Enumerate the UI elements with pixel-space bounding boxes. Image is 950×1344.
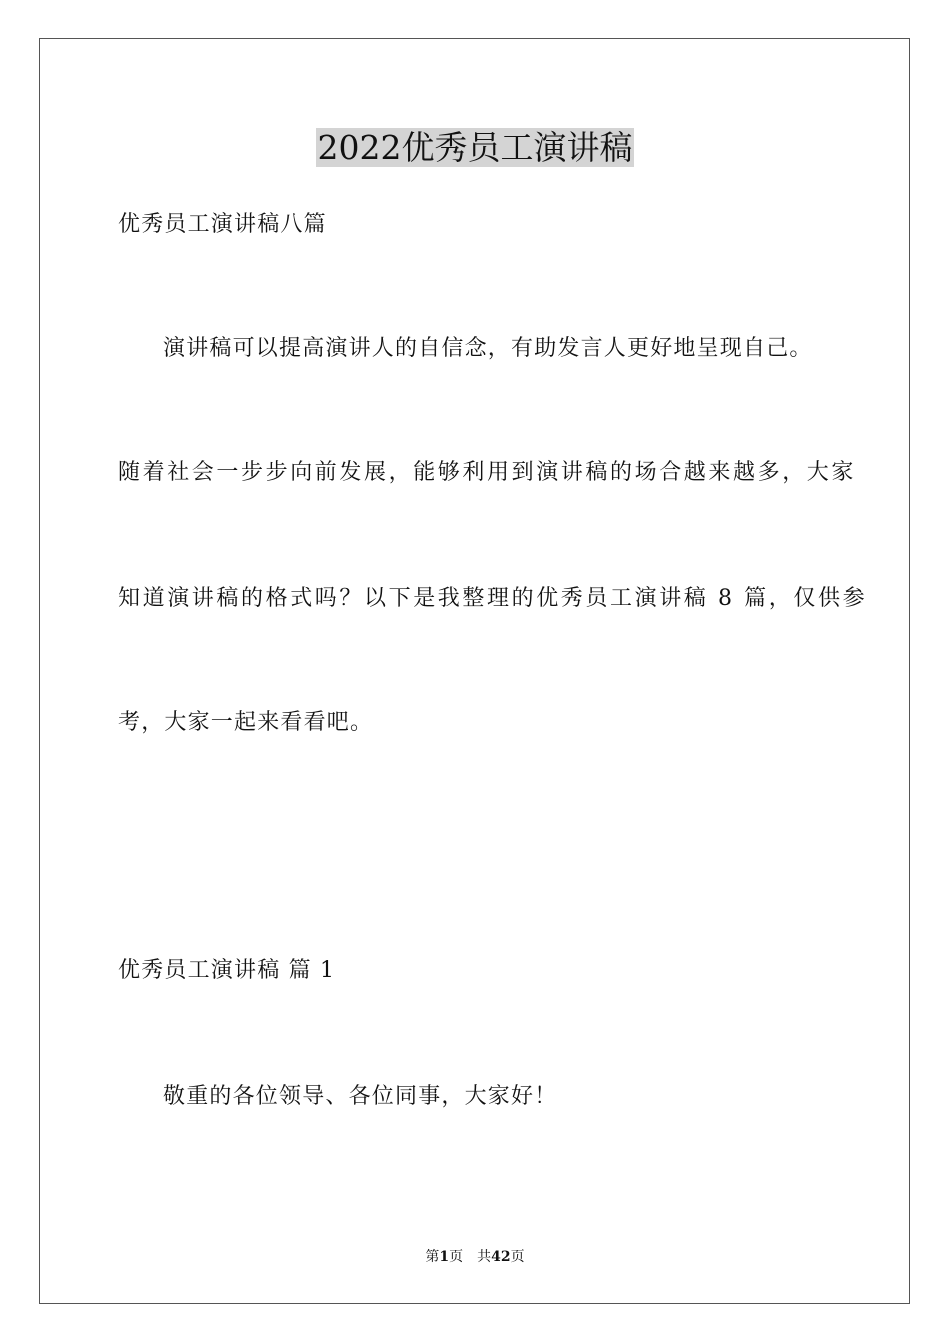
document-title bbox=[0, 126, 950, 170]
paragraph-line: 演讲稿可以提高演讲人的自信念，有助发言人更好地呈现自己。 bbox=[163, 336, 813, 361]
paragraph-line: 考，大家一起来看看吧。 bbox=[118, 710, 374, 735]
page-footer bbox=[0, 1248, 950, 1266]
paragraph-line: 随着社会一步步向前发展，能够利用到演讲稿的场合越来越多，大家 bbox=[118, 460, 857, 485]
total-suffix: 页 bbox=[510, 1249, 525, 1265]
paragraph-line: 敬重的各位领导、各位同事，大家好！ bbox=[163, 1084, 558, 1109]
paragraph-line: 知道演讲稿的格式吗？以下是我整理的优秀员工演讲稿 8 篇，仅供参 bbox=[118, 586, 868, 611]
page-suffix: 页 bbox=[449, 1249, 464, 1265]
section-heading: 优秀员工演讲稿 篇 1 bbox=[118, 958, 336, 983]
page-prefix: 第 bbox=[425, 1249, 440, 1265]
page-number: 1 bbox=[439, 1249, 450, 1265]
total-pages: 42 bbox=[491, 1249, 511, 1265]
document-title-text: 2022优秀员工演讲稿 bbox=[317, 128, 633, 167]
total-prefix: 共 bbox=[477, 1249, 492, 1265]
subtitle-line: 优秀员工演讲稿八篇 bbox=[118, 212, 327, 237]
